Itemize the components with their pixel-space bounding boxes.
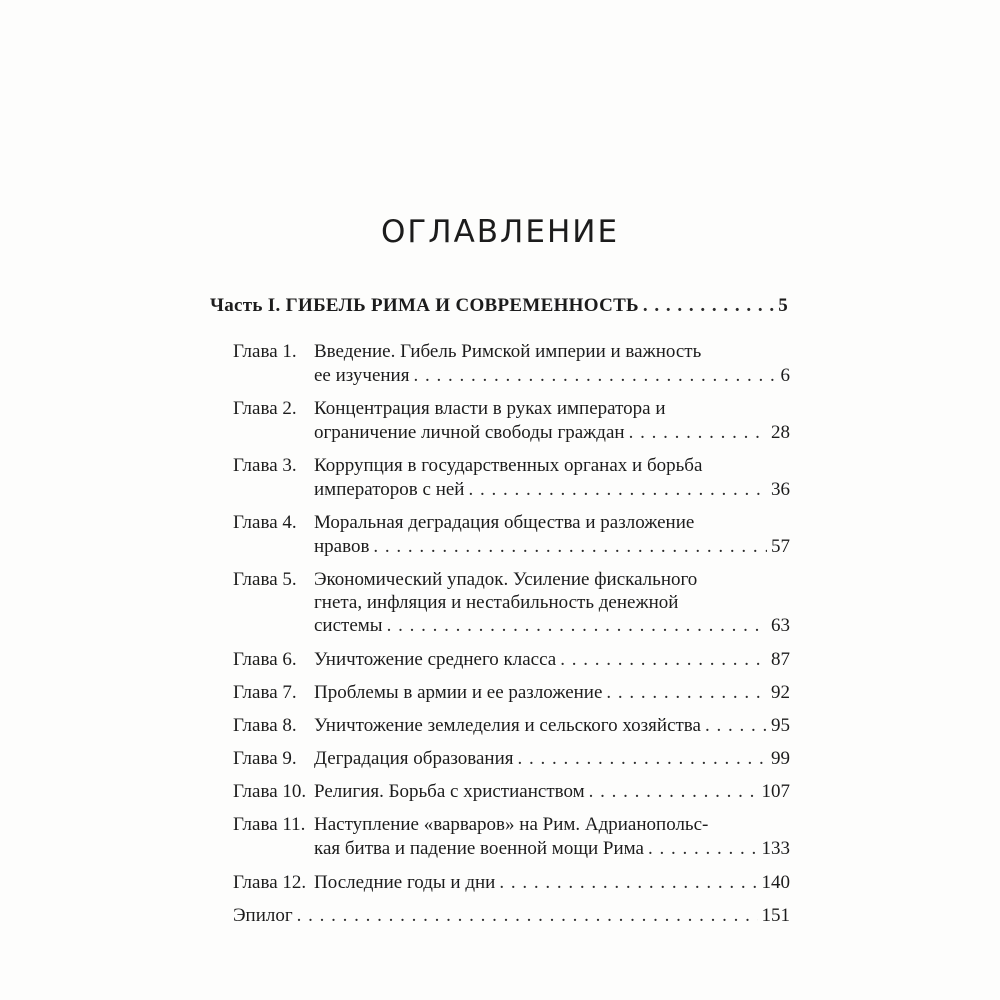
dot-leader bbox=[468, 478, 767, 502]
toc-epilogue-entry[interactable] bbox=[233, 904, 790, 928]
toc-chapter-entry[interactable] bbox=[314, 871, 790, 895]
chapter-title-line: Уничтожение земледелия и сельского хозяйства bbox=[314, 715, 701, 736]
toc-chapter-entry[interactable] bbox=[314, 614, 790, 638]
page-number: 133 bbox=[761, 838, 790, 859]
chapter-title-line: императоров с ней bbox=[314, 479, 465, 500]
toc-chapter-entry[interactable] bbox=[314, 780, 790, 804]
dot-leader bbox=[373, 535, 767, 559]
dot-leader bbox=[606, 681, 767, 705]
dot-leader bbox=[499, 871, 757, 895]
page-number: 36 bbox=[771, 479, 790, 500]
page-number: 6 bbox=[780, 365, 790, 386]
toc-chapter-entry[interactable] bbox=[314, 535, 790, 559]
page-number: 28 bbox=[771, 422, 790, 443]
toc-chapter-entry[interactable] bbox=[314, 421, 790, 445]
chapter-label: Глава 1. bbox=[233, 341, 297, 362]
toc-chapter-entry[interactable] bbox=[314, 837, 790, 861]
chapter-title-line: системы bbox=[314, 615, 383, 636]
chapter-label: Глава 9. bbox=[233, 748, 297, 769]
chapter-title-line: Моральная деградация общества и разложение bbox=[314, 512, 695, 533]
toc-chapter-entry[interactable] bbox=[314, 681, 790, 705]
dot-leader bbox=[648, 837, 758, 861]
chapter-label: Глава 10. bbox=[233, 781, 307, 802]
chapter-label: Глава 6. bbox=[233, 649, 297, 670]
chapter-label: Глава 3. bbox=[233, 455, 297, 476]
dot-leader bbox=[643, 294, 774, 318]
toc-chapter-entry[interactable] bbox=[314, 648, 790, 672]
page-number: 5 bbox=[778, 295, 788, 316]
dot-leader bbox=[705, 714, 767, 738]
page-number: 87 bbox=[771, 649, 790, 670]
page-number: 63 bbox=[771, 615, 790, 636]
page-number: 107 bbox=[761, 781, 790, 802]
toc-chapter-entry[interactable] bbox=[314, 714, 790, 738]
chapter-title-line: кая битва и падение военной мощи Рима bbox=[314, 838, 644, 859]
chapter-label: Глава 12. bbox=[233, 872, 307, 893]
dot-leader bbox=[589, 780, 758, 804]
dot-leader bbox=[387, 614, 767, 638]
chapter-title-line: гнета, инфляция и нестабильность денежной bbox=[314, 592, 679, 613]
toc-chapter-entry[interactable] bbox=[314, 747, 790, 771]
chapter-title-line: Религия. Борьба с христианством bbox=[314, 781, 585, 802]
dot-leader bbox=[629, 421, 767, 445]
chapter-title-line: нравов bbox=[314, 536, 370, 557]
toc-title: ОГЛАВЛЕНИЕ bbox=[380, 214, 620, 250]
dot-leader bbox=[297, 904, 758, 928]
page-number: 92 bbox=[771, 682, 790, 703]
page-number: 57 bbox=[771, 536, 790, 557]
chapter-label: Глава 4. bbox=[233, 512, 297, 533]
dot-leader bbox=[560, 648, 767, 672]
page-number: 99 bbox=[771, 748, 790, 769]
dot-leader bbox=[518, 747, 768, 771]
toc-chapter-entry[interactable] bbox=[314, 364, 790, 388]
chapter-label: Глава 8. bbox=[233, 715, 297, 736]
epilogue-title: Эпилог bbox=[233, 905, 293, 926]
part-title: Часть I. ГИБЕЛЬ РИМА И СОВРЕМЕННОСТЬ bbox=[210, 295, 639, 316]
chapter-title-line: ее изучения bbox=[314, 365, 410, 386]
chapter-title-line: Экономический упадок. Усиление фискального bbox=[314, 569, 698, 590]
chapter-label: Глава 11. bbox=[233, 814, 306, 835]
page-number: 95 bbox=[771, 715, 790, 736]
chapter-title-line: Наступление «варваров» на Рим. Адрианопольс- bbox=[314, 814, 709, 835]
chapter-title-line: Последние годы и дни bbox=[314, 872, 496, 893]
chapter-title-line: Уничтожение среднего класса bbox=[314, 649, 557, 670]
toc-chapter-entry[interactable] bbox=[314, 478, 790, 502]
chapter-title-line: ограничение личной свободы граждан bbox=[314, 422, 625, 443]
page-number: 140 bbox=[761, 872, 790, 893]
chapter-title-line: Введение. Гибель Римской империи и важность bbox=[314, 341, 702, 362]
chapter-title-line: Деградация образования bbox=[314, 748, 514, 769]
dot-leader bbox=[413, 364, 776, 388]
chapter-label: Глава 5. bbox=[233, 569, 297, 590]
chapter-title-line: Проблемы в армии и ее разложение bbox=[314, 682, 603, 703]
chapter-label: Глава 2. bbox=[233, 398, 297, 419]
chapter-label: Глава 7. bbox=[233, 682, 297, 703]
page-number: 151 bbox=[761, 905, 790, 926]
toc-part-entry[interactable] bbox=[210, 294, 788, 318]
chapter-title-line: Коррупция в государственных органах и борьба bbox=[314, 455, 703, 476]
chapter-title-line: Концентрация власти в руках императора и bbox=[314, 398, 666, 419]
